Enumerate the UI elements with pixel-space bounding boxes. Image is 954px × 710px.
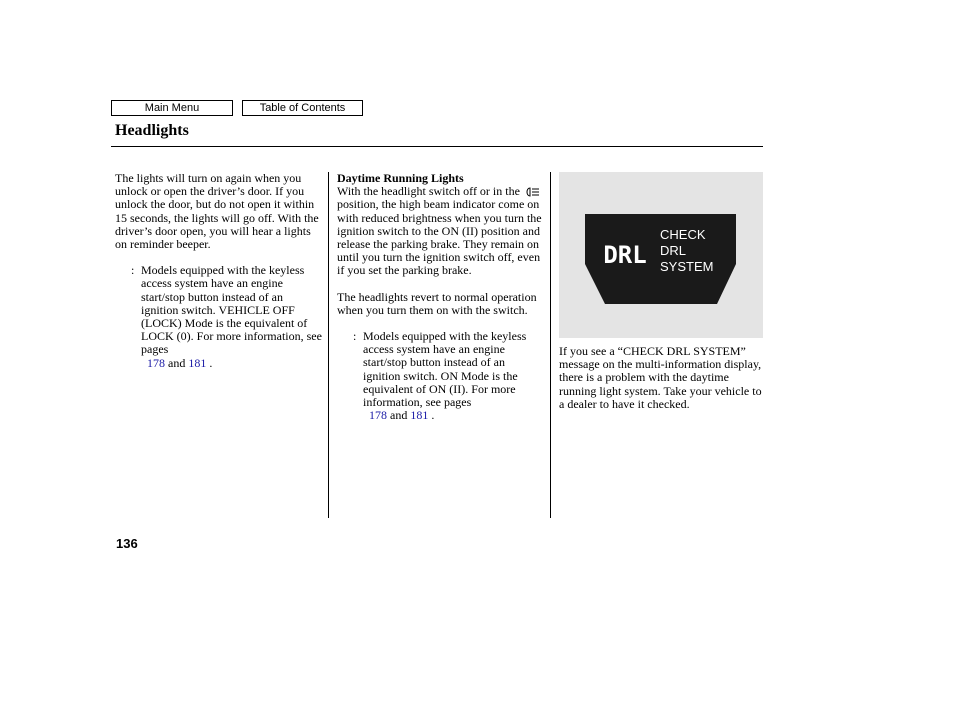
section-heading: Daytime Running Lights (337, 171, 464, 185)
note-marker: : (353, 329, 357, 344)
page-link-178[interactable]: 178 (147, 355, 165, 370)
message-line-3: SYSTEM (660, 259, 714, 274)
page-link-181[interactable]: 181 (188, 355, 207, 370)
keyless-note-text: Models equipped with the keyless access system have an engine start/stop button instead of an ignition switch. ON Mode is the equivalent of ON (II). For more information, see pages (363, 329, 527, 410)
message-line-2: DRL (660, 243, 687, 258)
keyless-note-2 (337, 330, 543, 422)
note-marker: : (131, 263, 135, 278)
check-drl-paragraph: If you see a “CHECK DRL SYSTEM” message on the multi-information display, there is a problem with the daytime running light system. Take your vehicle to a dealer to have it checked. (559, 344, 762, 411)
and-text: and (390, 408, 408, 423)
relock-paragraph: The lights will turn on again when you unlock or open the driver’s door. If you unlock the door, but do not open it within 15 seconds, the lights will go off. With the driver’s door open, you will hear a lights on reminder beeper. (115, 171, 319, 252)
keyless-note-1 (115, 264, 323, 370)
column-divider-2 (550, 172, 551, 518)
column-1 (115, 172, 323, 370)
revert-paragraph: The headlights revert to normal operation when you turn them on with the switch. (337, 289, 537, 317)
page-link-181[interactable]: 181 (410, 408, 429, 423)
drl-indicator-icon: DRL (603, 241, 647, 269)
multi-info-display (559, 172, 763, 338)
drl-paragraph-start: With the headlight switch off or in the (337, 184, 520, 199)
and-text: and (168, 355, 186, 370)
column-divider-1 (328, 172, 329, 518)
drl-display-figure (559, 172, 763, 338)
message-line-1: CHECK (660, 227, 706, 242)
period-text: . (431, 408, 435, 423)
period-text: . (209, 355, 213, 370)
page-link-178[interactable]: 178 (369, 408, 387, 423)
main-menu-button[interactable]: Main Menu (111, 100, 233, 116)
title-divider (111, 146, 763, 147)
drl-paragraph-rest: position, the high beam indicator come on with reduced brightness when you turn the ignition switch to the ON (II) position and release the parking brake. They remain on until you turn the ignition switch off, even if you set the parking brake. (337, 197, 542, 278)
table-of-contents-button[interactable]: Table of Contents (242, 100, 363, 116)
keyless-note-text: Models equipped with the keyless access system have an engine start/stop button instead of an ignition switch. VEHICLE OFF (LOCK) Mode is the equivalent of LOCK (0). For more information, see pages (141, 263, 322, 357)
column-2 (337, 172, 543, 422)
drl-paragraph (337, 185, 543, 277)
headlight-icon (523, 187, 541, 197)
page-title: Headlights (115, 122, 189, 139)
page-number: 136 (116, 536, 138, 551)
column-3 (559, 345, 763, 411)
